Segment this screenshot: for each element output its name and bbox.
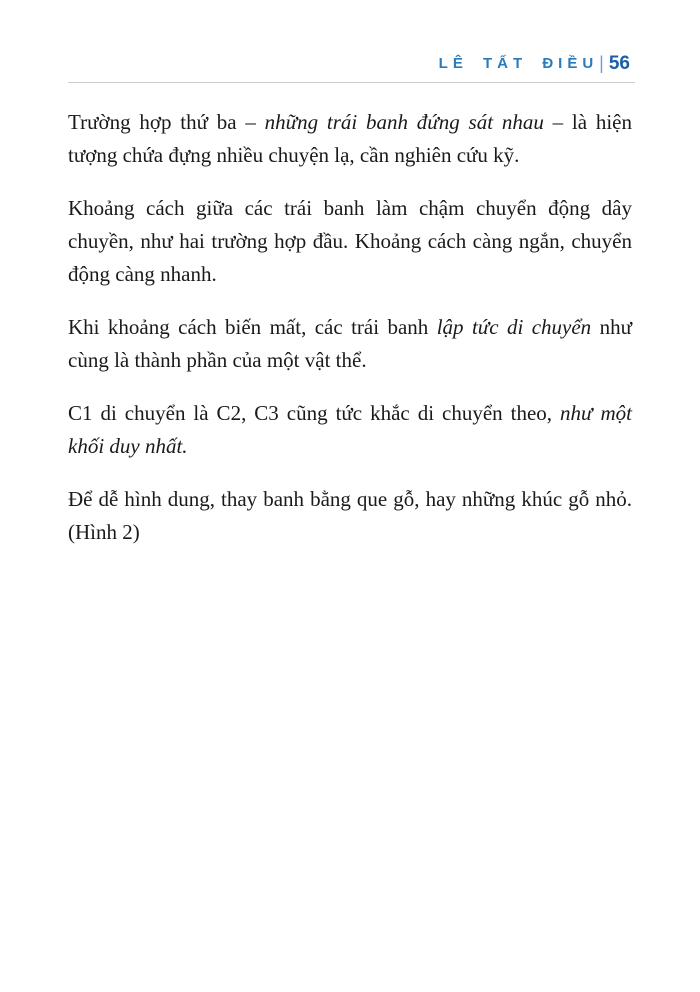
paragraph-5 xyxy=(68,483,632,549)
text-run: C1 di chuyển là C2, C3 cũng tức khắc di chuyển theo, xyxy=(68,401,561,425)
text-run: Khi khoảng cách biến mất, các trái banh xyxy=(68,315,437,339)
paragraph-2 xyxy=(68,192,632,291)
text-run: Khoảng cách giữa các trái banh làm chậm chuyển động dây chuyền, như hai trường hợp đầu. Khoảng cách càng ngắn, chuyển động càng nhanh. xyxy=(68,196,632,286)
text-run: như cùng là thành phần của một vật thể. xyxy=(68,315,632,372)
header-rule xyxy=(68,82,635,83)
paragraph-4 xyxy=(68,397,632,463)
header-separator: | xyxy=(599,53,604,73)
running-head-author: LÊ TẤT ĐIỀU xyxy=(438,55,599,72)
text-run-italic: những trái banh đứng sát nhau xyxy=(264,110,544,134)
page-header xyxy=(68,54,632,73)
text-run: Để dễ hình dung, thay banh bằng que gỗ, hay những khúc gỗ nhỏ. (Hình 2) xyxy=(68,487,632,544)
text-run: Trường hợp thứ ba – xyxy=(68,110,265,134)
page-number: 56 xyxy=(608,53,630,74)
paragraph-1 xyxy=(68,106,632,172)
body-text xyxy=(68,106,632,549)
text-run-italic: như một khối duy nhất. xyxy=(68,401,632,458)
text-run: – là hiện tượng chứa đựng nhiều chuyện lạ, cần nghiên cứu kỹ. xyxy=(68,110,632,167)
text-run-italic: lập tức di chuyển xyxy=(436,315,592,339)
paragraph-3 xyxy=(68,311,632,377)
